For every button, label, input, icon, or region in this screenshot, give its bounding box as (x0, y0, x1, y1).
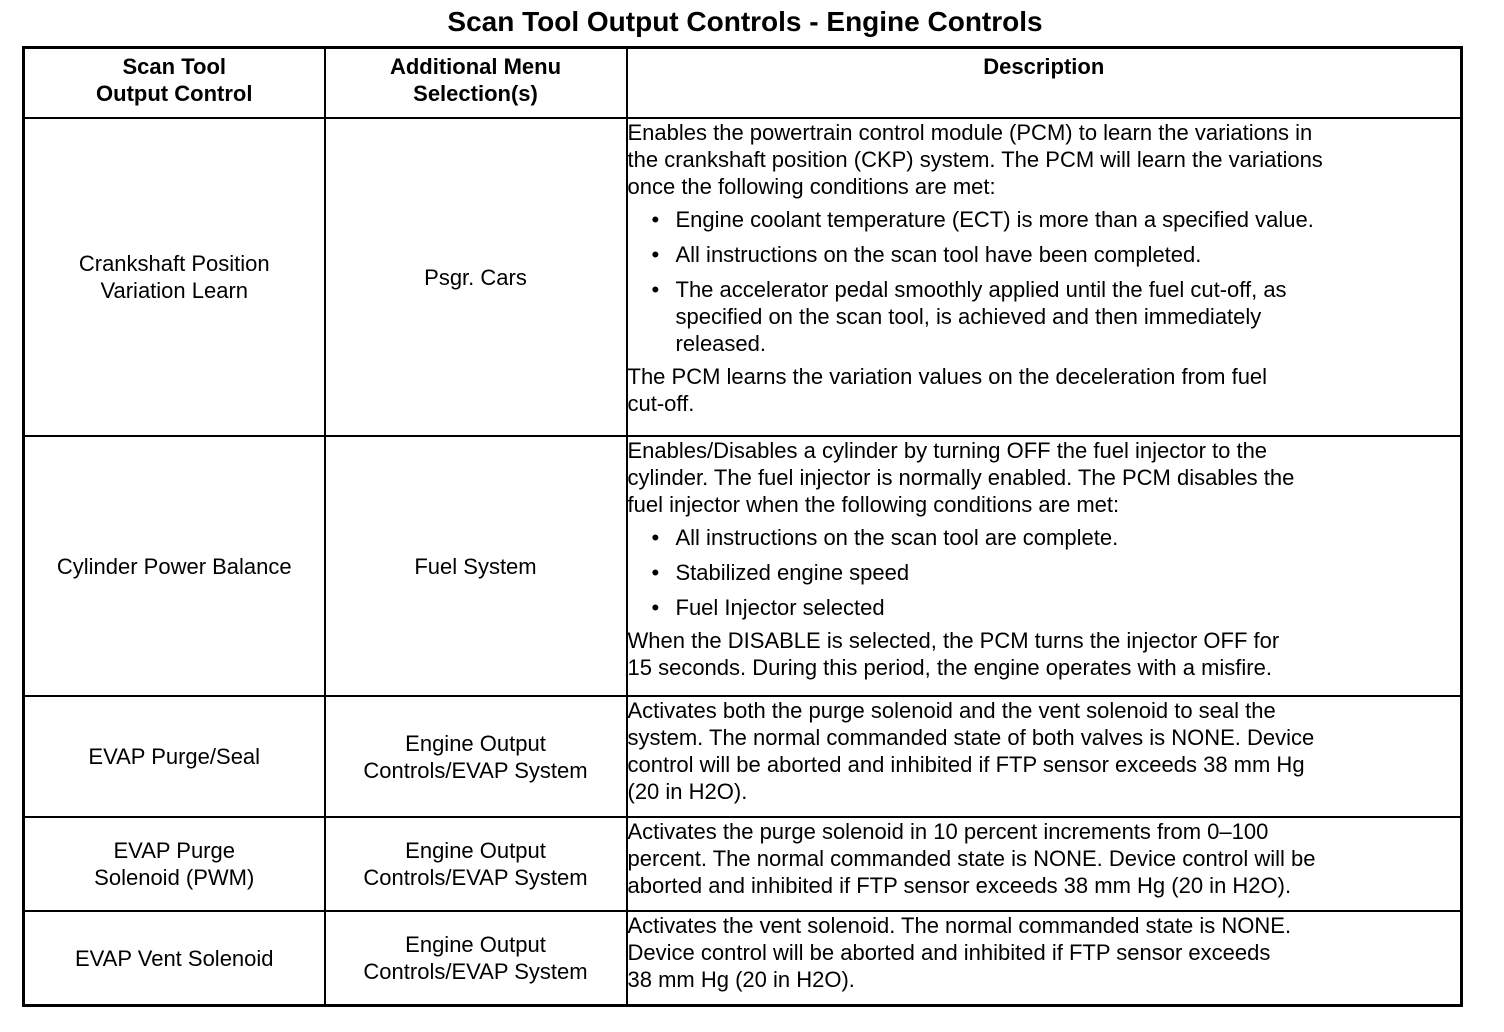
description-cell (627, 911, 1462, 1006)
row-evap-purge-seal (24, 696, 1462, 817)
description-line: Device control will be aborted and inhibited if FTP sensor exceeds (627, 940, 1271, 965)
menu-selection-text: Engine Output (405, 730, 546, 756)
output-control-cell (24, 911, 325, 1006)
output-control-cell (24, 118, 325, 436)
output-controls-table (22, 46, 1463, 1007)
condition-text: released. (675, 331, 767, 356)
output-control-text: Cylinder Power Balance (56, 553, 292, 579)
output-control-cell (24, 436, 325, 696)
condition-item (628, 206, 1461, 233)
menu-selection-cell (325, 118, 627, 436)
row-cylinder-power-balance (24, 436, 1462, 696)
output-control-text: EVAP Purge (113, 838, 235, 863)
description-line: control will be aborted and inhibited if FTP sensor exceeds 38 mm Hg (627, 752, 1305, 777)
description-cell (627, 436, 1462, 696)
description-line: The PCM learns the variation values on the deceleration from fuel (627, 364, 1268, 389)
condition-item (628, 524, 1461, 551)
description-line: fuel injector when the following conditions are met: (627, 492, 1120, 517)
description-line: aborted and inhibited if FTP sensor exceeds 38 mm Hg (20 in H2O). (627, 873, 1292, 898)
description-line: Activates the vent solenoid. The normal commanded state is NONE. (627, 913, 1292, 938)
description-intro (628, 437, 1461, 518)
description-line: Activates the purge solenoid in 10 percent increments from 0–100 (627, 819, 1269, 844)
header-line: Selection(s) (413, 81, 538, 106)
condition-item (628, 594, 1461, 621)
description-intro (628, 119, 1461, 200)
bullet-icon: • (651, 207, 660, 232)
bullet-icon: • (651, 277, 660, 302)
header-menu-selections (325, 48, 627, 119)
menu-selection-cell (325, 696, 627, 817)
condition-text: Stabilized engine speed (675, 560, 910, 585)
header-line: Additional Menu (389, 54, 562, 79)
condition-text: The accelerator pedal smoothly applied until the fuel cut-off, as (675, 277, 1287, 302)
row-evap-vent-solenoid (24, 911, 1462, 1006)
menu-selection-cell (325, 436, 627, 696)
menu-selection-text: Controls/EVAP System (363, 959, 588, 984)
menu-selection-text: Engine Output (405, 932, 546, 957)
description-intro (628, 912, 1461, 993)
description-line: system. The normal commanded state of both valves is NONE. Device (627, 725, 1315, 750)
header-row (24, 48, 1462, 119)
output-control-text: Solenoid (PWM) (94, 865, 255, 890)
description-line: percent. The normal commanded state is NONE. Device control will be (627, 846, 1316, 871)
header-line: Scan Tool (122, 54, 226, 79)
output-control-text: EVAP Purge/Seal (88, 744, 261, 769)
bullet-icon: • (651, 525, 660, 550)
menu-selection-cell (325, 911, 627, 1006)
menu-selection-cell (325, 817, 627, 911)
bullet-icon: • (651, 595, 660, 620)
condition-text: Engine coolant temperature (ECT) is more than a specified value. (675, 207, 1314, 232)
description-intro (628, 697, 1461, 805)
description-line: Enables/Disables a cylinder by turning OFF the fuel injector to the (627, 438, 1268, 463)
menu-selection-text: Controls/EVAP System (363, 757, 588, 783)
description-line: 15 seconds. During this period, the engine operates with a misfire. (627, 655, 1272, 680)
condition-text: Fuel Injector selected (675, 595, 885, 620)
description-line: Activates both the purge solenoid and the vent solenoid to seal the (627, 698, 1276, 723)
page-title: Scan Tool Output Controls - Engine Controls (447, 6, 1043, 37)
description-outro (628, 363, 1461, 417)
description-cell (627, 696, 1462, 817)
description-intro (628, 818, 1461, 899)
output-control-text: EVAP Vent Solenoid (74, 945, 274, 971)
output-control-text: Variation Learn (100, 278, 249, 303)
description-line: (20 in H2O). (627, 779, 748, 804)
condition-list (628, 206, 1461, 357)
condition-item (628, 559, 1461, 586)
description-cell (627, 118, 1462, 436)
description-line: cut-off. (627, 391, 695, 416)
row-crankshaft-position-variation-learn (24, 118, 1462, 436)
description-cell (627, 817, 1462, 911)
header-output-control (24, 48, 325, 119)
output-control-text: Crankshaft Position (78, 251, 270, 276)
row-evap-purge-solenoid (24, 817, 1462, 911)
output-control-cell (24, 817, 325, 911)
description-line: When the DISABLE is selected, the PCM turns the injector OFF for (627, 628, 1280, 653)
bullet-icon: • (651, 560, 660, 585)
condition-item (628, 276, 1461, 357)
condition-list (628, 524, 1461, 621)
condition-text: All instructions on the scan tool have been completed. (675, 242, 1202, 267)
header-line: Output Control (96, 81, 253, 106)
menu-selection-text: Psgr. Cars (424, 264, 527, 290)
output-control-cell (24, 696, 325, 817)
condition-text: specified on the scan tool, is achieved and then immediately (675, 304, 1262, 329)
description-line: 38 mm Hg (20 in H2O). (627, 967, 855, 992)
description-line: Enables the powertrain control module (PCM) to learn the variations in (627, 120, 1313, 145)
menu-selection-text: Engine Output (405, 838, 546, 863)
condition-text: All instructions on the scan tool are complete. (675, 525, 1119, 550)
menu-selection-text: Controls/EVAP System (363, 865, 588, 890)
description-line: the crankshaft position (CKP) system. The PCM will learn the variations (627, 147, 1323, 172)
bullet-icon: • (651, 242, 660, 267)
condition-item (628, 241, 1461, 268)
menu-selection-text: Fuel System (414, 553, 537, 579)
header-description: Description (627, 48, 1462, 119)
description-line: once the following conditions are met: (627, 174, 996, 199)
description-outro (628, 627, 1461, 681)
description-line: cylinder. The fuel injector is normally enabled. The PCM disables the (627, 465, 1295, 490)
